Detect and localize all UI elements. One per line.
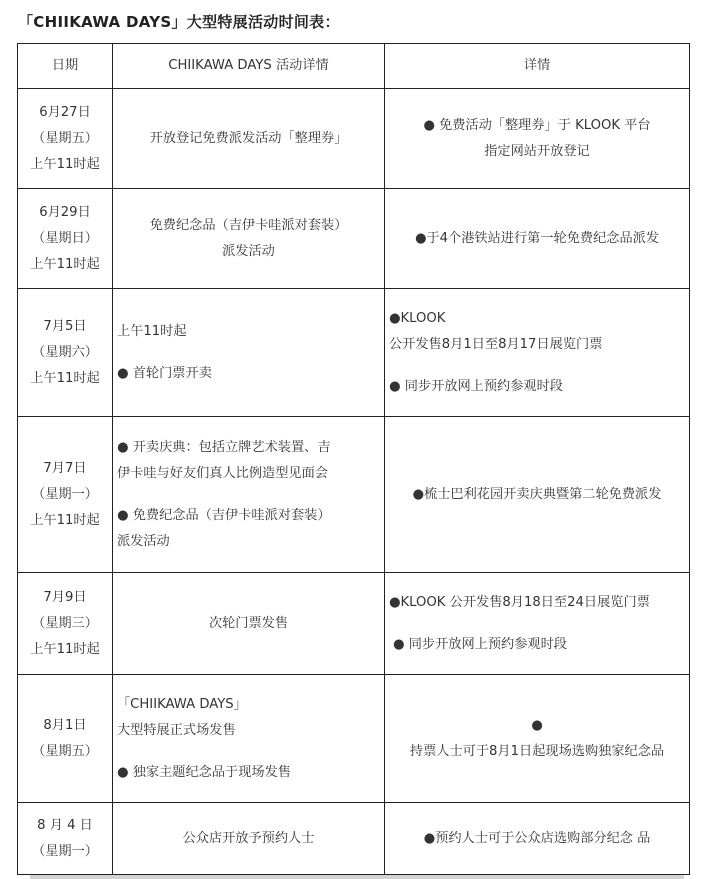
weekday-text: （星期一） [32, 843, 98, 859]
horizontal-scrollbar[interactable] [30, 875, 684, 879]
activity-text: 公众店开放予预约人士 [182, 830, 315, 846]
weekday-text: （星期一） [32, 486, 98, 502]
time-text: 上午11时起 [30, 512, 100, 528]
details-text: ● 同步开放网上预约参观时段 [393, 636, 567, 652]
header-date: 日期 [18, 44, 113, 89]
activity-cell [113, 803, 385, 875]
activity-text: 派发活动 [117, 533, 170, 549]
activity-text: 派发活动 [222, 243, 275, 259]
schedule-table [17, 43, 690, 875]
details-text: ●KLOOK [389, 310, 446, 326]
details-cell [385, 803, 690, 875]
activity-text: 伊卡哇与好友们真人比例造型见面会 [117, 465, 328, 481]
activity-text: ● 免费纪念品（吉伊卡哇派对套装） [117, 507, 331, 523]
time-text: 上午11时起 [30, 256, 100, 272]
header-activity: CHIIKAWA DAYS 活动详情 [113, 44, 385, 89]
activity-cell [113, 573, 385, 675]
date-text: 7月9日 [43, 589, 87, 605]
header-details: 详情 [385, 44, 690, 89]
activity-text: ● 首轮门票开卖 [117, 365, 212, 381]
activity-cell [113, 89, 385, 189]
activity-cell [113, 289, 385, 417]
details-cell [385, 89, 690, 189]
activity-cell [113, 417, 385, 573]
details-text: 公开发售8月1日至8月17日展览门票 [389, 336, 603, 352]
table-row [18, 417, 690, 573]
time-text: 上午11时起 [30, 370, 100, 386]
activity-text: ● 独家主题纪念品于现场发售 [117, 764, 291, 780]
activity-cell [113, 189, 385, 289]
details-text: ●预约人士可于公众店选购部分纪念 品 [423, 830, 651, 846]
details-text: ● 同步开放网上预约参观时段 [389, 378, 563, 394]
time-text: 上午11时起 [30, 641, 100, 657]
details-text: ●KLOOK 公开发售8月18日至24日展览门票 [389, 594, 650, 610]
details-text: ●于4个港铁站进行第一轮免费纪念品派发 [414, 230, 660, 246]
date-text: 6月29日 [39, 204, 91, 220]
details-text: ● [531, 717, 543, 733]
weekday-text: （星期五） [32, 130, 98, 146]
activity-text: 开放登记免费派发活动「整理券」 [149, 130, 348, 146]
activity-text: 大型特展正式场发售 [117, 722, 236, 738]
table-row [18, 89, 690, 189]
details-cell [385, 675, 690, 803]
details-cell [385, 573, 690, 675]
date-text: 8 月 4 日 [37, 817, 93, 833]
date-cell [18, 803, 113, 875]
activity-text: 次轮门票发售 [208, 615, 289, 631]
details-text: ●梳士巴利花园开卖庆典暨第二轮免费派发 [412, 486, 662, 502]
weekday-text: （星期日） [32, 230, 98, 246]
date-text: 6月27日 [39, 104, 91, 120]
details-text: 指定网站开放登记 [484, 143, 590, 159]
weekday-text: （星期五） [32, 743, 98, 759]
date-cell [18, 189, 113, 289]
date-cell [18, 573, 113, 675]
table-row [18, 675, 690, 803]
activity-text: 「CHIIKAWA DAYS」 [117, 696, 247, 712]
table-row [18, 803, 690, 875]
activity-text: 上午11时起 [117, 323, 187, 339]
weekday-text: （星期六） [32, 344, 98, 360]
activity-text: ● 开卖庆典：包括立牌艺术装置、吉 [117, 439, 331, 455]
table-row [18, 573, 690, 675]
page-title: 「CHIIKAWA DAYS」大型特展活动时间表： [18, 13, 340, 31]
date-text: 7月5日 [43, 318, 87, 334]
table-row [18, 289, 690, 417]
details-text: 持票人士可于8月1日起现场选购独家纪念品 [409, 743, 665, 759]
details-cell [385, 189, 690, 289]
details-cell [385, 417, 690, 573]
date-text: 8月1日 [43, 717, 87, 733]
activity-text: 免费纪念品（吉伊卡哇派对套装） [149, 217, 348, 233]
table-header-row [18, 44, 690, 89]
date-text: 7月7日 [43, 460, 87, 476]
date-cell [18, 417, 113, 573]
date-cell [18, 89, 113, 189]
time-text: 上午11时起 [30, 156, 100, 172]
date-cell [18, 289, 113, 417]
activity-cell [113, 675, 385, 803]
date-cell [18, 675, 113, 803]
details-text: ● 免费活动「整理券」于 KLOOK 平台 [423, 117, 651, 133]
weekday-text: （星期三） [32, 615, 98, 631]
details-cell [385, 289, 690, 417]
table-row [18, 189, 690, 289]
